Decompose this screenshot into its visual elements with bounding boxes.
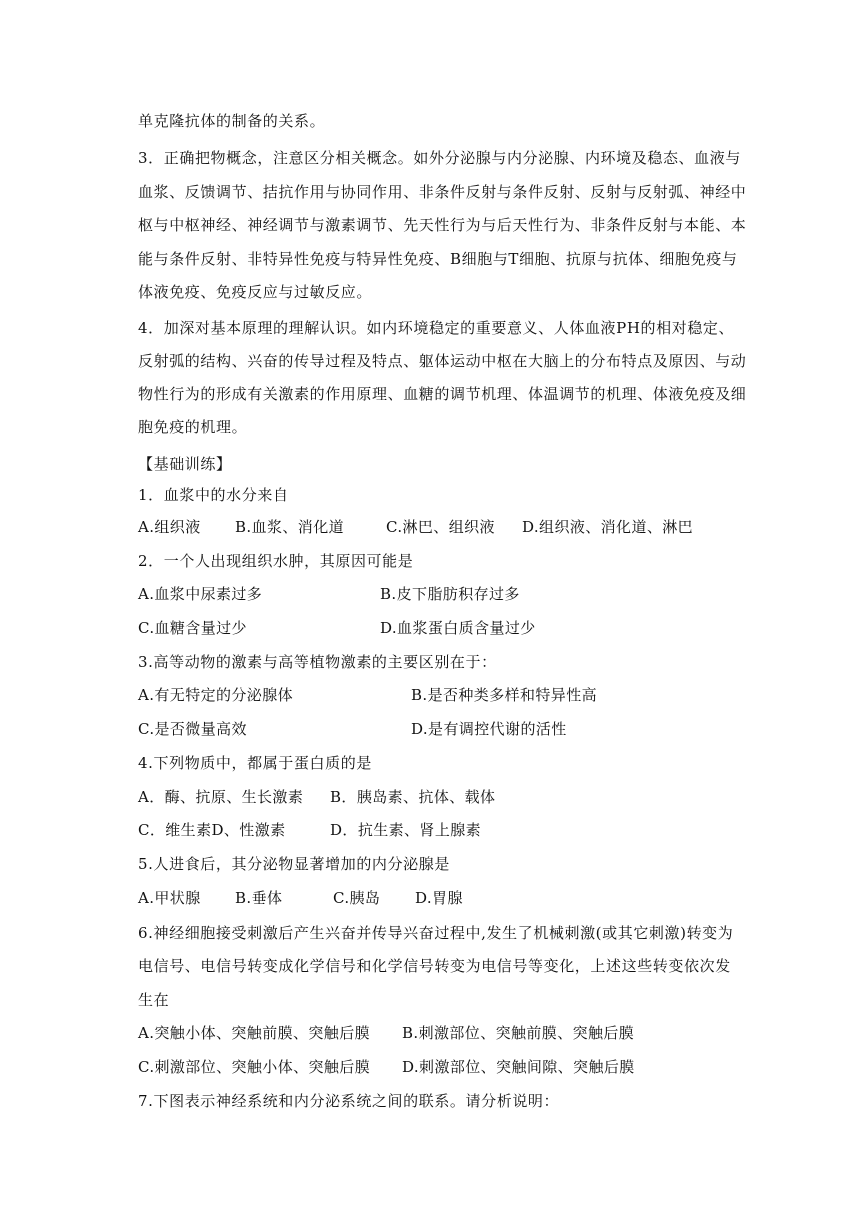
question-5-option-b: B.垂体 (235, 889, 283, 907)
point-3-line-3: 枢与中枢神经、神经调节与激素调节、先天性行为与后天性行为、非条件反射与本能、本 (138, 216, 747, 234)
question-1-option-c: C.淋巴、组织液 (386, 518, 495, 536)
question-4-option-c: C．维生素D、性激素 (138, 821, 286, 839)
question-6-option-d: D.刺激部位、突触间隙、突触后膜 (402, 1058, 635, 1076)
section-title: 【基础训练】 (138, 455, 232, 473)
point-4-line-3: 物性行为的形成有关激素的作用原理、血糖的调节机理、体温调节的机理、体液免疫及细 (138, 385, 747, 403)
question-1-stem: 1．血浆中的水分来自 (138, 486, 289, 504)
question-6-stem-line-3: 生在 (138, 991, 170, 1009)
question-2-option-b: B.皮下脂肪积存过多 (380, 585, 520, 603)
question-1-options (138, 517, 758, 537)
question-5-option-c: C.胰岛 (333, 889, 381, 907)
question-2-option-c: C.血糖含量过少 (138, 619, 247, 637)
point-4-line-4: 胞免疫的机理。 (138, 418, 248, 436)
question-2-option-a: A.血浆中尿素过多 (138, 585, 263, 603)
point-4-line-2: 反射弧的结构、兴奋的传导过程及特点、躯体运动中枢在大脑上的分布特点及原因、与动 (138, 352, 747, 370)
question-6-options-row-1 (138, 1023, 758, 1043)
question-1-option-d: D.组织液、消化道、淋巴 (522, 518, 694, 536)
question-5-stem: 5.人进食后，其分泌物显著增加的内分泌腺是 (138, 855, 450, 873)
point-3-line-2: 血浆、反馈调节、拮抗作用与协同作用、非条件反射与条件反射、反射与反射弧、神经中 (138, 183, 747, 201)
question-5-option-d: D.胃腺 (415, 889, 463, 907)
point-3-line-5: 体液免疫、免疫反应与过敏反应。 (138, 283, 373, 301)
question-4-options-row-2 (138, 820, 758, 840)
question-4-options-row-1 (138, 787, 758, 807)
question-2-stem: 2．一个人出现组织水肿，其原因可能是 (138, 552, 414, 570)
point-3-line-4: 能与条件反射、非特异性免疫与特异性免疫、B细胞与T细胞、抗原与抗体、细胞免疫与 (138, 250, 738, 268)
question-3-option-d: D.是有调控代谢的活性 (411, 720, 567, 738)
question-6-option-a: A.突触小体、突触前膜、突触后膜 (138, 1024, 371, 1042)
question-2-options-row-2 (138, 618, 758, 638)
question-5-option-a: A.甲状腺 (138, 889, 201, 907)
question-2-options-row-1 (138, 584, 758, 604)
question-6-options-row-2 (138, 1057, 758, 1077)
question-3-option-c: C.是否微量高效 (138, 720, 247, 738)
point-4-line-1: 4．加深对基本原理的理解认识。如内环境稳定的重要意义、人体血液PH的相对稳定、 (138, 319, 735, 337)
question-6-stem-line-2: 电信号、电信号转变成化学信号和化学信号转变为电信号等变化，上述这些转变依次发 (138, 957, 731, 975)
question-4-option-d: D．抗生素、肾上腺素 (330, 821, 482, 839)
question-3-option-a: A.有无特定的分泌腺体 (138, 686, 294, 704)
question-7-stem: 7.下图表示神经系统和内分泌系统之间的联系。请分析说明： (138, 1092, 560, 1110)
question-3-options-row-1 (138, 685, 758, 705)
question-3-stem: 3.高等动物的激素与高等植物激素的主要区别在于： (138, 653, 497, 671)
question-6-stem-line-1: 6.神经细胞接受刺激后产生兴奋并传导兴奋过程中,发生了机械刺激(或其它刺激)转变为 (138, 924, 734, 942)
question-1-option-a: A.组织液 (138, 518, 201, 536)
question-1-option-b: B.血浆、消化道 (235, 518, 344, 536)
question-3-option-b: B.是否种类多样和特异性高 (411, 686, 597, 704)
question-6-option-c: C.刺激部位、突触小体、突触后膜 (138, 1058, 371, 1076)
question-4-stem: 4.下列物质中，都属于蛋白质的是 (138, 754, 372, 772)
question-6-option-b: B.刺激部位、突触前膜、突触后膜 (402, 1024, 635, 1042)
question-3-options-row-2 (138, 719, 758, 739)
point-3-line-1: 3．正确把物概念，注意区分相关概念。如外分泌腺与内分泌腺、内环境及稳态、血液与 (138, 149, 741, 167)
question-2-option-d: D.血浆蛋白质含量过少 (380, 619, 536, 637)
question-4-option-b: B．胰岛素、抗体、载体 (330, 788, 496, 806)
question-4-option-a: A．酶、抗原、生长激素 (138, 788, 304, 806)
intro-line: 单克隆抗体的制备的关系。 (138, 112, 326, 130)
question-5-options (138, 888, 758, 908)
